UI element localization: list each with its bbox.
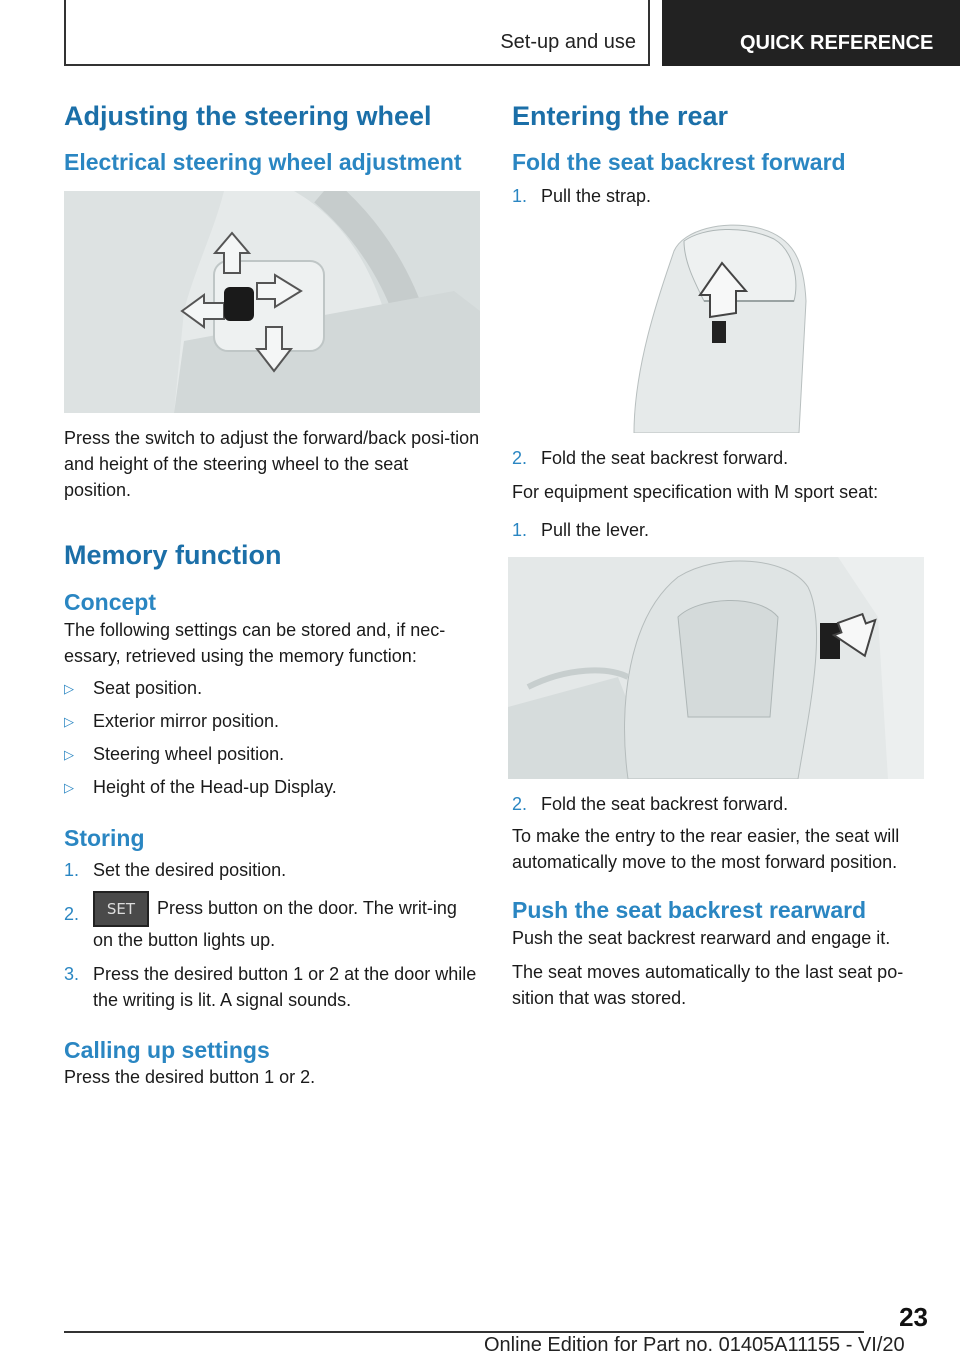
step-number: 2. [512,793,528,814]
step-number: 1. [64,859,80,880]
footer-edition: Online Edition for Part no. 01405A11155 - VI/20 [484,1334,905,1356]
list-item-text: Height of the Head-up Display. [93,776,337,797]
step-number: 2. [512,447,528,468]
heading-memory-function: Memory function [64,539,282,570]
step-number: 2. [64,903,80,924]
step-number: 1. [512,519,528,540]
list-item [64,741,480,768]
storing-step-2 [64,891,480,953]
fold-step-1 [512,183,924,209]
step-text: Pull the strap. [541,185,652,206]
seat-strap-illustration [594,221,834,433]
push-text-1: Push the seat backrest rearward and engage it. [512,927,891,948]
memory-settings-list [64,675,480,801]
bullet-marker: ▷ [64,746,74,762]
heading-fold-backrest: Fold the seat backrest forward [512,149,846,176]
storing-step-3 [64,961,480,1013]
bullet-marker: ▷ [64,713,74,729]
page-number: 23 [899,1302,928,1332]
steering-wheel-illustration [64,191,480,413]
right-column [512,100,924,1011]
fold-step-2 [512,445,924,471]
m-sport-step-1 [512,517,924,543]
heading-push-backrest: Push the seat backrest rearward [512,896,867,923]
header-section-title: Set-up and use [500,31,636,53]
header-chapter-tab [662,0,960,66]
seat-strap-drawing [594,221,834,433]
list-item [64,774,480,801]
storing-steps [64,857,480,1013]
set-button-icon: SET [93,891,149,927]
m-sport-seat-drawing [508,557,924,779]
heading-concept: Concept [64,589,156,616]
steering-adjust-text: Press the switch to adjust the forward/back posi-tion and height of the steering wheel to the seat position. [64,427,480,500]
step-text: Set the desired position. [93,859,287,880]
header-chapter-title: QUICK REFERENCE [740,32,934,54]
step-text: Press button on the door. The writ-ing on the button lights up. [93,897,457,950]
bullet-marker: ▷ [64,680,74,696]
calling-text: Press the desired button 1 or 2. [64,1067,316,1088]
header-section-box [64,0,650,66]
list-item [64,675,480,702]
steering-switch-drawing [64,191,480,413]
list-item-text: Seat position. [93,677,203,698]
left-column [64,100,480,1090]
m-sport-step-2 [512,791,924,817]
step-text: Pull the lever. [541,519,650,540]
step-text-wrap [93,891,480,953]
heading-entering-rear: Entering the rear [512,101,729,131]
list-item-text: Exterior mirror position. [93,710,280,731]
concept-text: The following settings can be stored and, if nec-essary, retrieved using the memory function: [64,619,446,666]
heading-storing: Storing [64,824,145,851]
list-item [64,708,480,735]
m-sport-seat-illustration [508,557,924,779]
step-text: Fold the seat backrest forward. [541,447,789,468]
footer-divider [64,1331,864,1333]
heading-calling-up-settings: Calling up settings [64,1036,270,1063]
step-text: Fold the seat backrest forward. [541,793,789,814]
step-number: 1. [512,185,528,206]
step-number: 3. [64,963,80,984]
list-item-text: Steering wheel position. [93,743,285,764]
storing-step-1 [64,857,480,883]
equipment-text: For equipment specification with M sport seat: [512,481,879,502]
bullet-marker: ▷ [64,779,74,795]
push-text-2: The seat moves automatically to the last seat po-sition that was stored. [512,961,904,1008]
step-text: Press the desired button 1 or 2 at the door while the writing is lit. A signal sounds. [93,963,477,1010]
heading-adjusting-steering-wheel: Adjusting the steering wheel [64,101,432,131]
entry-text: To make the entry to the rear easier, the seat will automatically move to the most forward position. [512,825,900,872]
heading-electrical-adjustment: Electrical steering wheel adjustment [64,149,462,176]
